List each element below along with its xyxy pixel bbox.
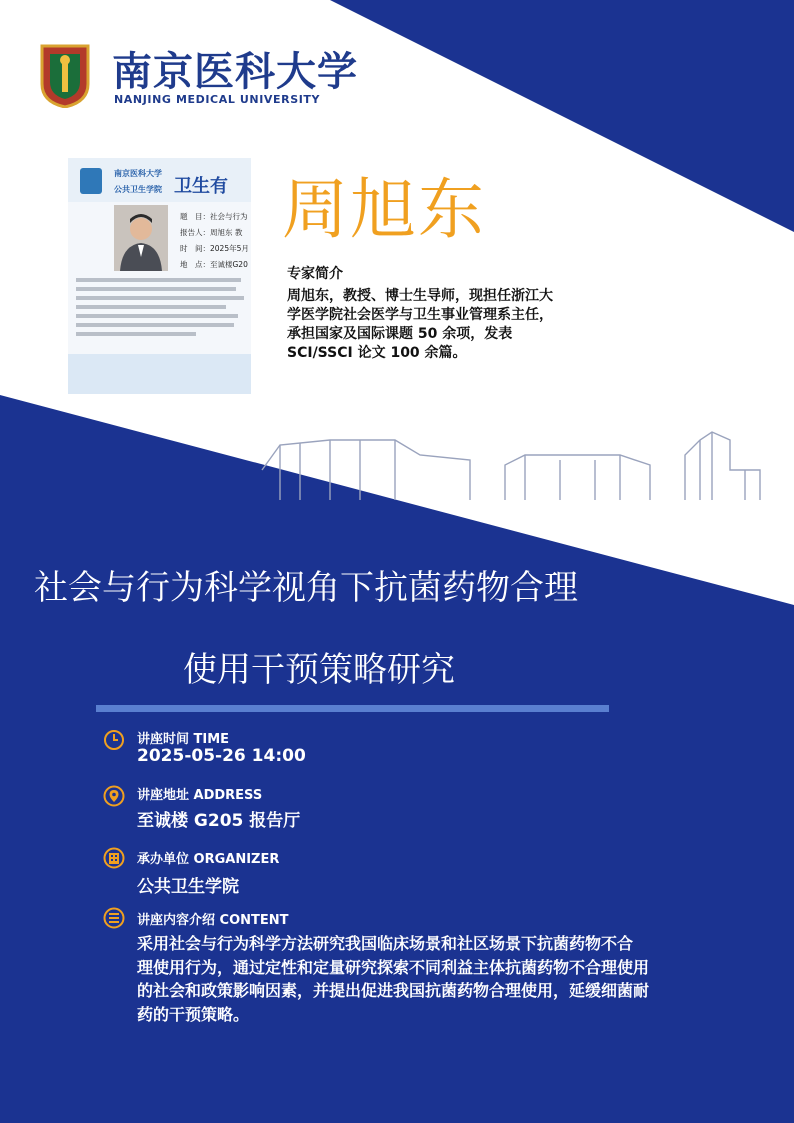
poster-info-line: 题 目：社会与行为 (180, 212, 248, 221)
content-line: 药的干预策略。 (137, 1004, 250, 1024)
poster-university: 南京医科大学 (114, 169, 162, 178)
lecture-title-line-1: 社会与行为科学视角下抗菌药物合理 (34, 568, 578, 608)
time-value: 2025-05-26 14:00 (137, 746, 306, 766)
bio-line: 承担国家及国际课题 50 余项，发表 (287, 326, 513, 342)
time-label: 讲座时间 TIME (137, 732, 230, 747)
content-description (137, 932, 735, 1026)
bio-line: SCI/SSCI 论文 100 余篇。 (287, 345, 467, 361)
lecture-title-line-2: 使用干预策略研究 (183, 650, 455, 690)
poster-logo-icon (80, 168, 102, 194)
university-name-en: NANJING MEDICAL UNIVERSITY (114, 93, 321, 106)
location-pin-icon (103, 785, 125, 807)
poster-info-line: 报告人：周旭东 教 (180, 228, 243, 237)
lecture-poster-thumbnail (68, 158, 251, 394)
bio-line: 学医学院社会医学与卫生事业管理系主任， (287, 307, 553, 323)
content-line: 理使用行为，通过定性和定量研究探索不同利益主体抗菌药物不合理使用 (137, 957, 650, 977)
content-label: 讲座内容介绍 CONTENT (137, 913, 289, 928)
poster-title: 卫生有 (174, 176, 228, 197)
poster-body-text (76, 278, 251, 341)
list-icon (103, 907, 125, 929)
poster-info-line: 地 点：至诚楼G20 (180, 260, 248, 269)
poster-school: 公共卫生学院 (114, 185, 162, 194)
bio-heading: 专家简介 (287, 266, 343, 282)
building-icon (103, 847, 125, 869)
university-emblem-icon (40, 44, 90, 108)
content-line: 的社会和政策影响因素，并提出促进我国抗菌药物合理使用，延缓细菌耐 (137, 981, 650, 1000)
speaker-name: 周旭东 (282, 171, 486, 248)
university-name-cn: 南京医科大学 (112, 48, 358, 95)
organizer-value: 公共卫生学院 (137, 877, 239, 897)
clock-icon (103, 729, 125, 751)
poster-footer (68, 354, 251, 394)
speaker-photo (114, 205, 168, 271)
poster-info-line: 时 间：2025年5月 (180, 244, 249, 253)
address-value: 至诚楼 G205 报告厅 (137, 811, 301, 831)
address-label: 讲座地址 ADDRESS (137, 788, 263, 803)
bio-line: 周旭东，教授、博士生导师，现担任浙江大 (287, 288, 553, 304)
title-divider (96, 705, 609, 712)
content-line: 采用社会与行为科学方法研究我国临床场景和社区场景下抗菌药物不合 (137, 934, 634, 953)
organizer-label: 承办单位 ORGANIZER (137, 852, 280, 867)
